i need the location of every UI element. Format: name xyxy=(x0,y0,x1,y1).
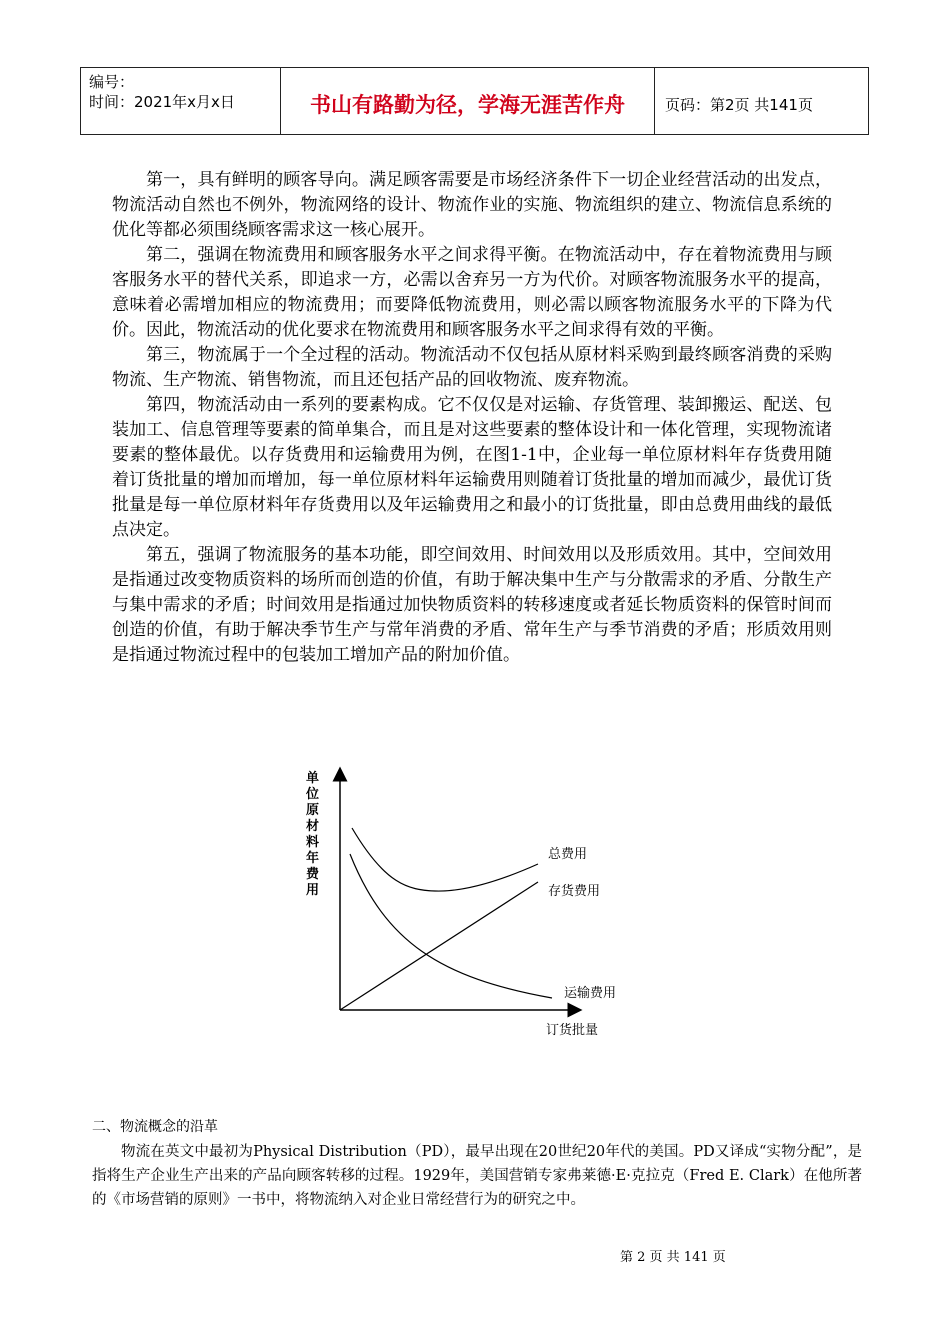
main-body-text xyxy=(112,168,832,668)
section-title: 二、物流概念的沿革 xyxy=(92,1119,218,1135)
transport-cost-curve xyxy=(350,854,552,998)
document-number-label: 编号： xyxy=(89,73,135,91)
paragraph-2: 第二，强调在物流费用和顾客服务水平之间求得平衡。在物流活动中，存在着物流费用与顾客服务水平的替代关系，即追求一方，必需以舍弃另一方为代价。对顾客物流服务水平的提高，意味着必需增加相应的物流费用；而要降低物流费用，则必需以顾客物流服务水平的下降为代价。因此，物流活动的优化要求在物流费用和顾客服务水平之间求得有效的平衡。 xyxy=(112,245,832,340)
page-header xyxy=(80,67,869,135)
section-body xyxy=(92,1140,862,1212)
page-footer: 第 2 页 共 141 页 xyxy=(620,1250,726,1265)
cost-chart-svg xyxy=(290,766,640,1046)
series-label-inventory: 存货费用 xyxy=(548,883,601,898)
header-left-cell xyxy=(81,68,281,134)
paragraph-3: 第三，物流属于一个全过程的活动。物流活动不仅包括从原材料采购到最终顾客消费的采购物流、生产物流、销售物流，而且还包括产品的回收物流、废弃物流。 xyxy=(112,345,832,390)
header-page-info: 页码：第2页 共141页 xyxy=(665,95,813,114)
series-label-transport: 运输费用 xyxy=(564,985,617,1000)
paragraph-4: 第四，物流活动由一系列的要素构成。它不仅仅是对运输、存货管理、装卸搬运、配送、包装加工、信息管理等要素的简单集合，而且是对这些要素的整体设计和一体化管理，实现物流诸要素的整体最优。以存货费用和运输费用为例，在图1-1中，企业每一单位原材料年存货费用随着订货批量的增加而增加，每一单位原材料年运输费用则随着订货批量的增加而减少，最优订货批量是每一单位原材料年存货费用以及年运输费用之和最小的订货批量，即由总费用曲线的最低点决定。 xyxy=(112,395,832,540)
cost-chart xyxy=(290,766,640,1046)
total-cost-curve xyxy=(352,828,538,891)
inventory-cost-line xyxy=(340,882,538,1010)
paragraph-1: 第一，具有鲜明的顾客导向。满足顾客需要是市场经济条件下一切企业经营活动的出发点，物流活动自然也不例外，物流网络的设计、物流作业的实施、物流组织的建立、物流信息系统的优化等都必须围绕顾客需求这一核心展开。 xyxy=(112,170,832,240)
x-axis-label: 订货批量 xyxy=(546,1022,599,1037)
section-paragraph: 物流在英文中最初为Physical Distribution（PD），最早出现在20世纪20年代的美国。PD又译成“实物分配”，是指将生产企业生产出来的产品向顾客转移的过程。1929年，美国营销专家弗莱德·E·克拉克（Fred E. Clark）在他所著的《市场营销的原则》一书中，将物流纳入对企业日常经营行为的研究之中。 xyxy=(92,1144,862,1208)
paragraph-5: 第五，强调了物流服务的基本功能，即空间效用、时间效用以及形质效用。其中，空间效用是指通过改变物质资料的场所而创造的价值，有助于解决集中生产与分散需求的矛盾、分散生产与集中需求的矛盾；时间效用是指通过加快物质资料的转移速度或者延长物质资料的保管时间而创造的价值，有助于解决季节生产与常年消费的矛盾、常年生产与季节消费的矛盾；形质效用则是指通过物流过程中的包装加工增加产品的附加价值。 xyxy=(112,545,832,665)
document-date-label: 时间：2021年x月x日 xyxy=(89,93,235,111)
header-motto: 书山有路勤为径，学海无涯苦作舟 xyxy=(281,68,655,134)
y-axis-label: 单位原材料年费用 xyxy=(306,770,320,897)
series-label-total: 总费用 xyxy=(548,846,588,861)
